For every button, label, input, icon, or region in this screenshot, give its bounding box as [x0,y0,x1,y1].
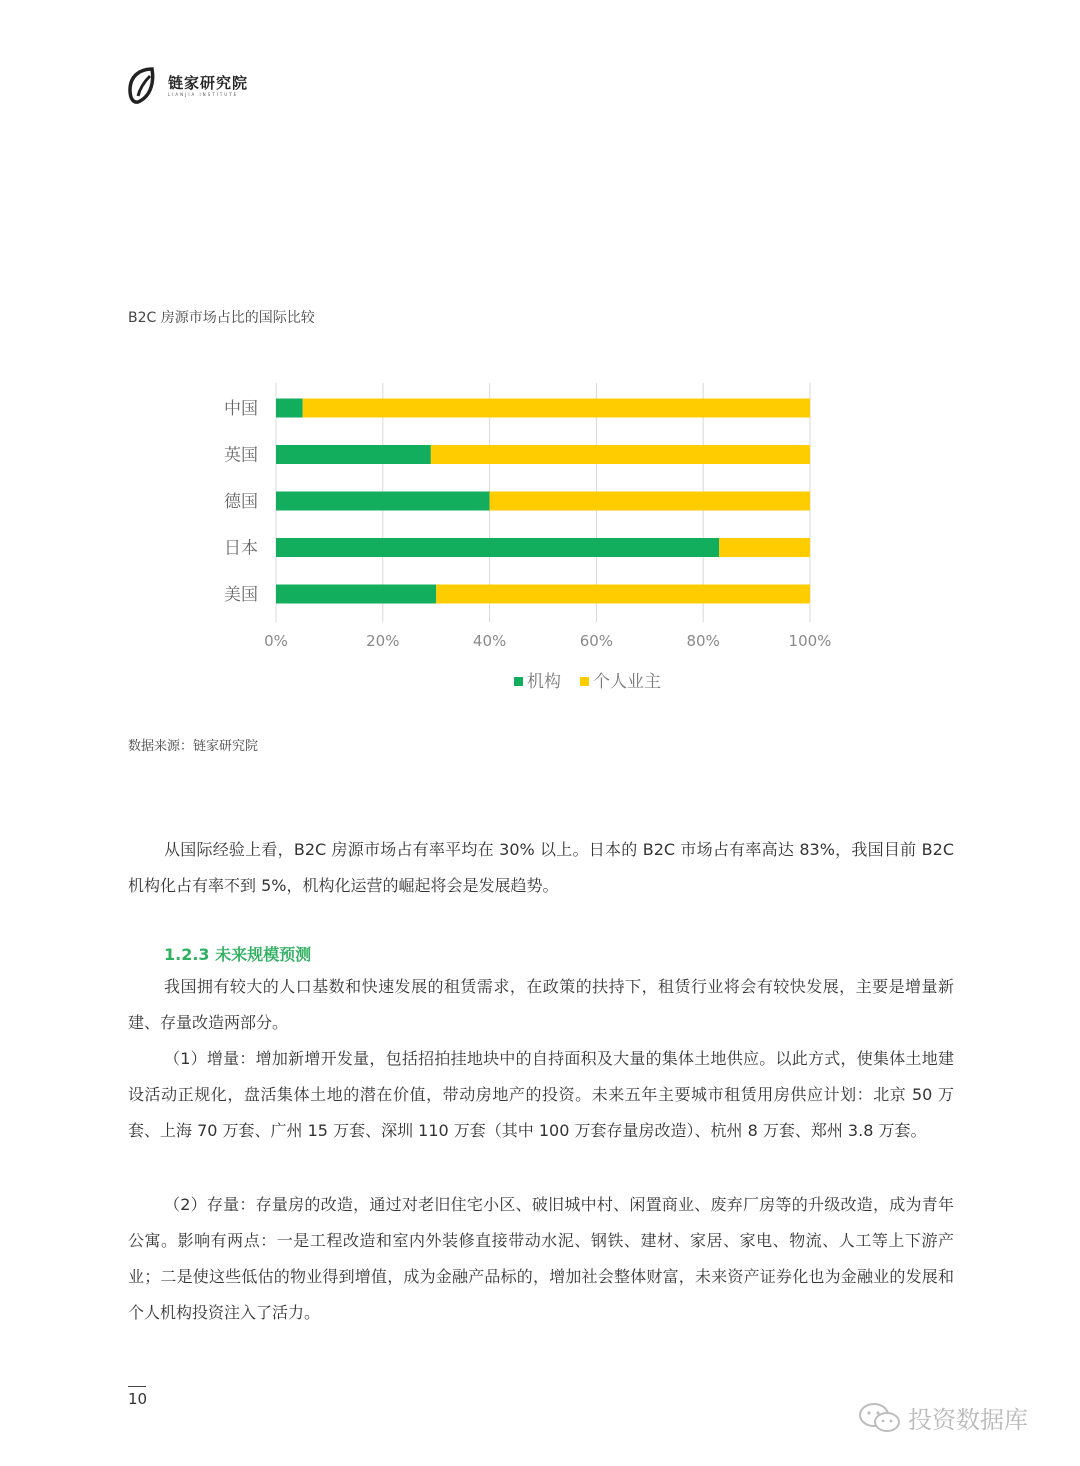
x-tick-label: 0% [264,632,288,650]
bar-segment [719,538,810,557]
bar-segment [431,445,810,464]
x-tick-label: 60% [579,632,614,650]
paragraph-rental-demand: 我国拥有较大的人口基数和快速发展的租赁需求，在政策的扶持下，租赁行业将会有较快发展，主要是增量新建、存量改造两部分。 [128,977,954,1032]
legend-swatch [514,677,523,686]
x-tick-label: 20% [366,632,400,650]
data-source: 数据来源：链家研究院 [128,739,259,754]
watermark [858,1400,1028,1435]
bar-segment [276,492,490,511]
b2c-share-chart [0,0,1080,720]
x-tick-label: 80% [686,632,720,650]
section-heading: 1.2.3 未来规模预测 [164,945,312,964]
bar-segment [276,585,436,604]
bar-segment [303,399,810,418]
page-number: 10 [128,1390,148,1408]
x-tick-label: 40% [472,632,507,650]
paragraph-increment: （1）增量：增加新增开发量，包括招拍挂地块中的自持面积及大量的集体土地供应。以此方式，使集体土地建设活动正规化，盘活集体土地的潜在价值，带动房地产的投资。未来五年主要城市租赁用房供应计划：北京 50 万套、上海 70 万套、广州 15 万套、深圳 110 万套（其中 100 万套存量房改造）、杭州 8 万套、郑州 3.8 万套。 [128,1049,954,1140]
bar-segment [276,538,719,557]
bar-segment [490,492,810,511]
bar-segment [276,399,303,418]
bar-segment [276,445,431,464]
brand-subtitle: LIANJIA INSTITUTE [168,92,239,97]
wechat-icon [858,1401,902,1435]
legend-label: 机构 [527,672,561,692]
brand-name: 链家研究院 [168,74,249,92]
x-tick-label: 100% [788,632,832,650]
watermark-text: 投资数据库 [908,1406,1028,1434]
category-label: 德国 [224,492,258,512]
legend-swatch [580,677,589,686]
paragraph-stock: （2）存量：存量房的改造，通过对老旧住宅小区、破旧城中村、闲置商业、废弃厂房等的升级改造，成为青年公寓。影响有两点：一是工程改造和室内外装修直接带动水泥、钢铁、建材、家居、家电、物流、人工等上下游产业；二是使这些低估的物业得到增值，成为金融产品标的，增加社会整体财富，未来资产证券化也为金融业的发展和个人机构投资注入了活力。 [128,1195,954,1322]
chart-caption: B2C 房源市场占比的国际比较 [128,310,315,326]
bar-segment [436,585,810,604]
legend-label: 个人业主 [593,672,661,692]
category-label: 日本 [224,538,258,559]
page-number-rule [128,1386,146,1387]
category-label: 美国 [224,585,258,605]
category-label: 英国 [224,445,258,466]
paragraph-intl-experience: 从国际经验上看，B2C 房源市场占有率平均在 30% 以上。日本的 B2C 市场占有率高达 83%，我国目前 B2C 机构化占有率不到 5%，机构化运营的崛起将会是发展趋势。 [128,840,954,895]
category-label: 中国 [224,399,258,419]
